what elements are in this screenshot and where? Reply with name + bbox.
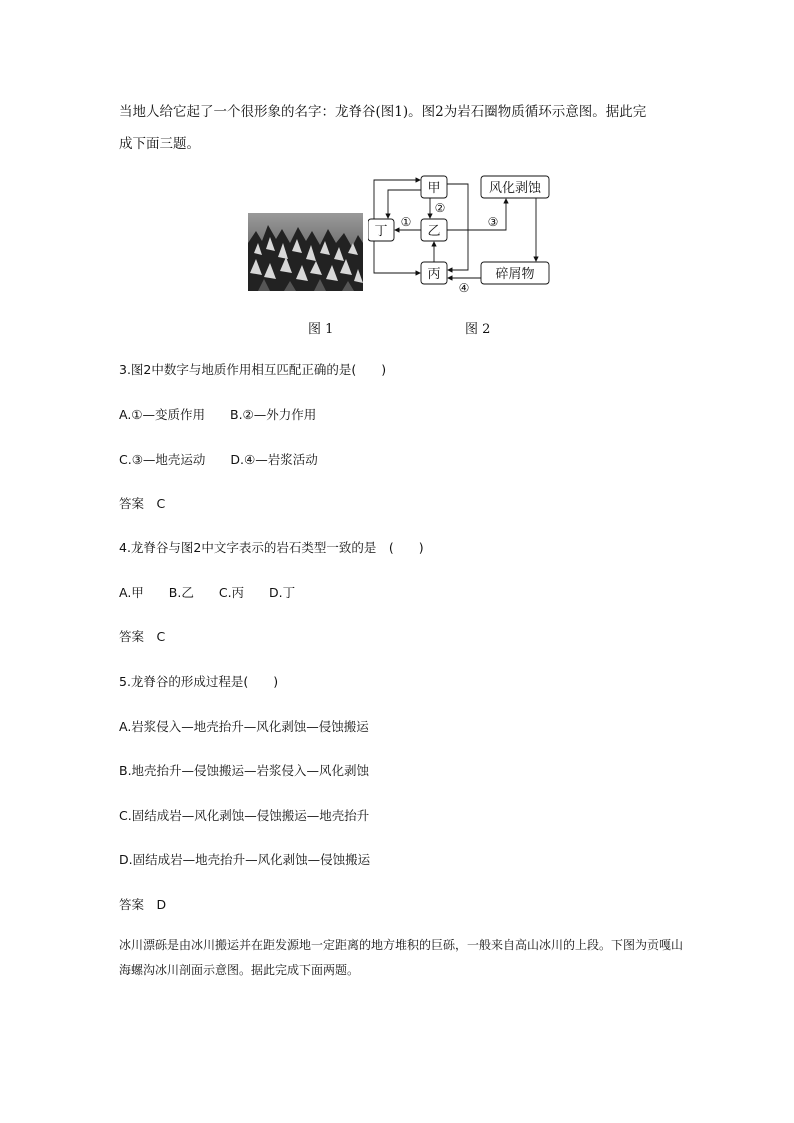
question-3-options-2: C.③—地壳运动 D.④—岩浆活动 [119,452,318,467]
question-5-option-d: D.固结成岩—地壳抬升—风化剥蚀—侵蚀搬运 [119,852,371,867]
question-5-option-c: C.固结成岩—风化剥蚀—侵蚀搬运—地壳抬升 [119,808,370,823]
rock-cycle-diagram [368,170,558,300]
question-5-option-b: B.地壳抬升—侵蚀搬运—岩浆侵入—风化剥蚀 [119,763,370,778]
question-5-answer: 答案 D [119,897,167,912]
label-weathering: 风化剥蚀 [488,181,542,196]
marker-3: ③ [487,215,499,229]
label-yi: 乙 [427,224,441,239]
marker-1: ① [400,215,412,229]
marker-2: ② [434,201,446,215]
label-jia: 甲 [427,181,441,196]
figure-block [248,170,558,340]
question-5-stem: 5.龙脊谷的形成过程是( ) [119,674,279,689]
outro-line-1: 冰川漂砾是由冰川搬运并在距发源地一定距离的地方堆积的巨砾，一般来自高山冰川的上段。下图为贡嘎山 [119,938,684,952]
question-3-answer: 答案 C [119,496,166,511]
label-bing: 丙 [427,267,441,282]
question-4-answer: 答案 C [119,629,166,644]
question-4-options-1: A.甲 B.乙 C.丙 D.丁 [119,585,296,600]
question-3-options-1: A.①—变质作用 B.②—外力作用 [119,407,317,422]
intro-line-2: 成下面三题。 [119,136,200,152]
question-3-stem: 3.图2中数字与地质作用相互匹配正确的是( ) [119,362,387,377]
marker-4: ④ [458,281,470,295]
label-ding: 丁 [374,224,388,239]
outro-line-2: 海螺沟冰川剖面示意图。据此完成下面两题。 [119,963,360,977]
question-4-stem: 4.龙脊谷与图2中文字表示的岩石类型一致的是 ( ) [119,540,424,555]
label-debris: 碎屑物 [495,267,535,282]
caption-figure-2: 图 2 [465,322,491,337]
intro-line-1: 当地人给它起了一个很形象的名字：龙脊谷(图1)。图2为岩石圈物质循环示意图。据此完 [119,104,647,120]
longjigu-photo [248,213,363,291]
question-5-option-a: A.岩浆侵入—地壳抬升—风化剥蚀—侵蚀搬运 [119,719,369,734]
caption-figure-1: 图 1 [308,322,334,337]
